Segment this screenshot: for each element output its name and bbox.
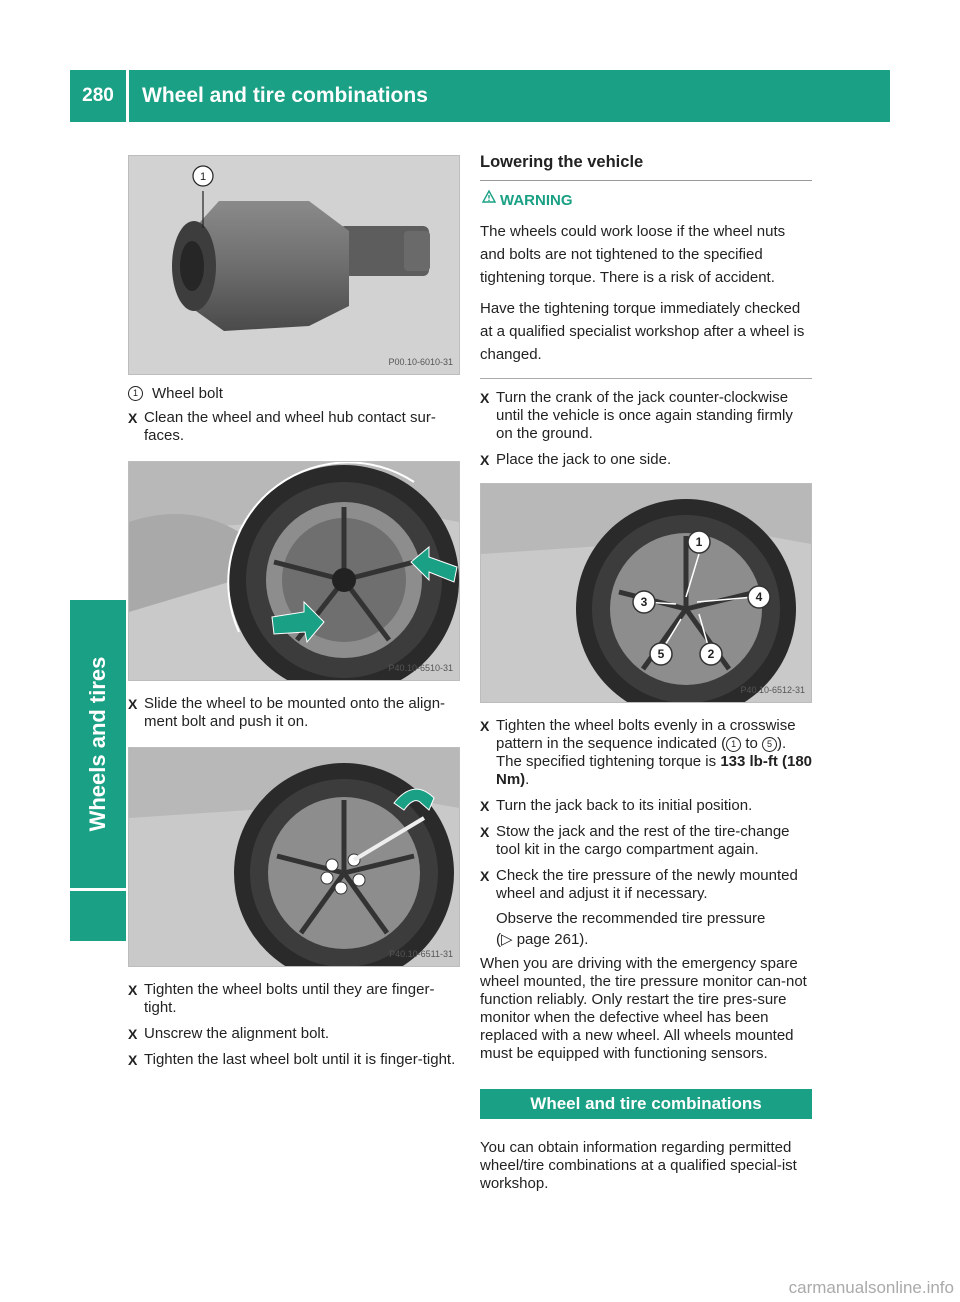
step-marker-icon: X xyxy=(480,390,490,406)
step-marker-icon: X xyxy=(128,982,138,998)
right-column xyxy=(480,153,812,1193)
step-marker-icon: X xyxy=(128,696,138,712)
emergency-spare-paragraph: When you are driving with the emergency spare wheel mounted, the tire pressure monitor can-not function reliably. Only restart the tire pres-sure monitor when the defective wheel has been replaced with a new wheel. All wheels mounted must be equipped with functioning sensors. xyxy=(480,955,807,1062)
sequence-callout-2: 2 xyxy=(707,647,715,661)
watermark: carmanualsonline.info xyxy=(788,1278,954,1297)
step-marker-icon: X xyxy=(480,718,490,734)
torque-value: 133 lb-ft (180 Nm) xyxy=(496,753,813,788)
step-slide-wheel: X Slide the wheel to be mounted onto the align-ment bolt and push it on. xyxy=(128,695,446,730)
step-place-jack: X Place the jack to one side. xyxy=(480,451,672,468)
step-turn-jack-back: X Turn the jack back to its initial position. xyxy=(480,797,753,814)
page-number: 280 xyxy=(70,70,126,122)
page-reference-arrow-icon: ▷ xyxy=(501,931,513,948)
step-check-tire-pressure: X Check the tire pressure of the newly mounted wheel and adjust it if necessary. xyxy=(480,867,798,902)
figure-code: P40.10-6512-31 xyxy=(740,685,805,695)
callout-1-icon: 1 xyxy=(128,386,143,401)
warning-text-1: The wheels could work loose if the wheel nuts and bolts are not tightened to the specified tightening torque. There is a risk of accident. xyxy=(480,223,786,286)
warning-text-2: Have the tightening torque immediately checked at a qualified specialist workshop after a wheel is changed. xyxy=(480,300,805,363)
side-tab-marker xyxy=(70,891,126,941)
step-marker-icon: X xyxy=(480,824,490,840)
section-title-lowering: Lowering the vehicle xyxy=(480,153,812,181)
step-clean-contact-surfaces: X Clean the wheel and wheel hub contact sur-faces. xyxy=(128,409,436,444)
wheel-bolt-figure xyxy=(128,155,460,375)
step-marker-icon: X xyxy=(128,1026,138,1042)
figure-code: P00.10-6010-31 xyxy=(388,357,453,367)
page-reference-link[interactable]: page 261 xyxy=(516,931,580,948)
section-title-combinations: Wheel and tire combinations xyxy=(480,1089,812,1119)
page-title: Wheel and tire combinations xyxy=(129,70,890,122)
figure-code: P40.10-6511-31 xyxy=(389,949,453,959)
caption-wheel-bolt: 1 Wheel bolt xyxy=(128,385,460,403)
callout-1-icon: 1 xyxy=(726,737,741,752)
side-tab-label: Wheels and tires xyxy=(85,656,110,832)
step-marker-icon: X xyxy=(128,410,138,426)
step-tighten-finger-tight: X Tighten the wheel bolts until they are finger-tight. xyxy=(128,981,435,1016)
step-marker-icon: X xyxy=(480,868,490,884)
tire-pressure-note: Observe the recommended tire pressure (▷ page 261). xyxy=(496,910,766,948)
combinations-paragraph: You can obtain information regarding permitted wheel/tire combinations at a qualified special-ist workshop. xyxy=(480,1139,797,1192)
sequence-callout-1: 1 xyxy=(695,535,703,549)
step-tighten-crosswise: X Tighten the wheel bolts evenly in a crosswise pattern in the sequence indicated ( 1 to 5 ). The specified tightening torque is 133 lb-ft (180 Nm). xyxy=(480,717,813,788)
step-tighten-last-bolt: X Tighten the last wheel bolt until it is finger-tight. xyxy=(128,1051,456,1068)
tightening-sequence-figure xyxy=(480,483,812,703)
step-stow-jack: X Stow the jack and the rest of the tire-change tool kit in the cargo compartment again. xyxy=(480,823,790,858)
step-turn-crank: X Turn the crank of the jack counter-clockwise until the vehicle is once again standing firmly on the ground. xyxy=(480,389,793,442)
warning-triangle-icon xyxy=(482,190,496,203)
sequence-callout-4: 4 xyxy=(755,590,763,604)
sequence-callout-3: 3 xyxy=(640,595,648,609)
warning-title: WARNING xyxy=(480,189,812,212)
callout-5-icon: 5 xyxy=(762,737,777,752)
step-unscrew-alignment-bolt: X Unscrew the alignment bolt. xyxy=(128,1025,330,1042)
sequence-callout-5: 5 xyxy=(657,647,665,661)
warning-box xyxy=(480,181,812,379)
figure-code: P40.10-6510-31 xyxy=(388,663,453,673)
step-marker-icon: X xyxy=(480,452,490,468)
wheel-mount-figure xyxy=(128,461,460,681)
tighten-bolts-figure xyxy=(128,747,460,967)
step-marker-icon: X xyxy=(128,1052,138,1068)
step-marker-icon: X xyxy=(480,798,490,814)
figure-callout-1: 1 xyxy=(199,171,207,183)
left-column xyxy=(128,155,460,1069)
